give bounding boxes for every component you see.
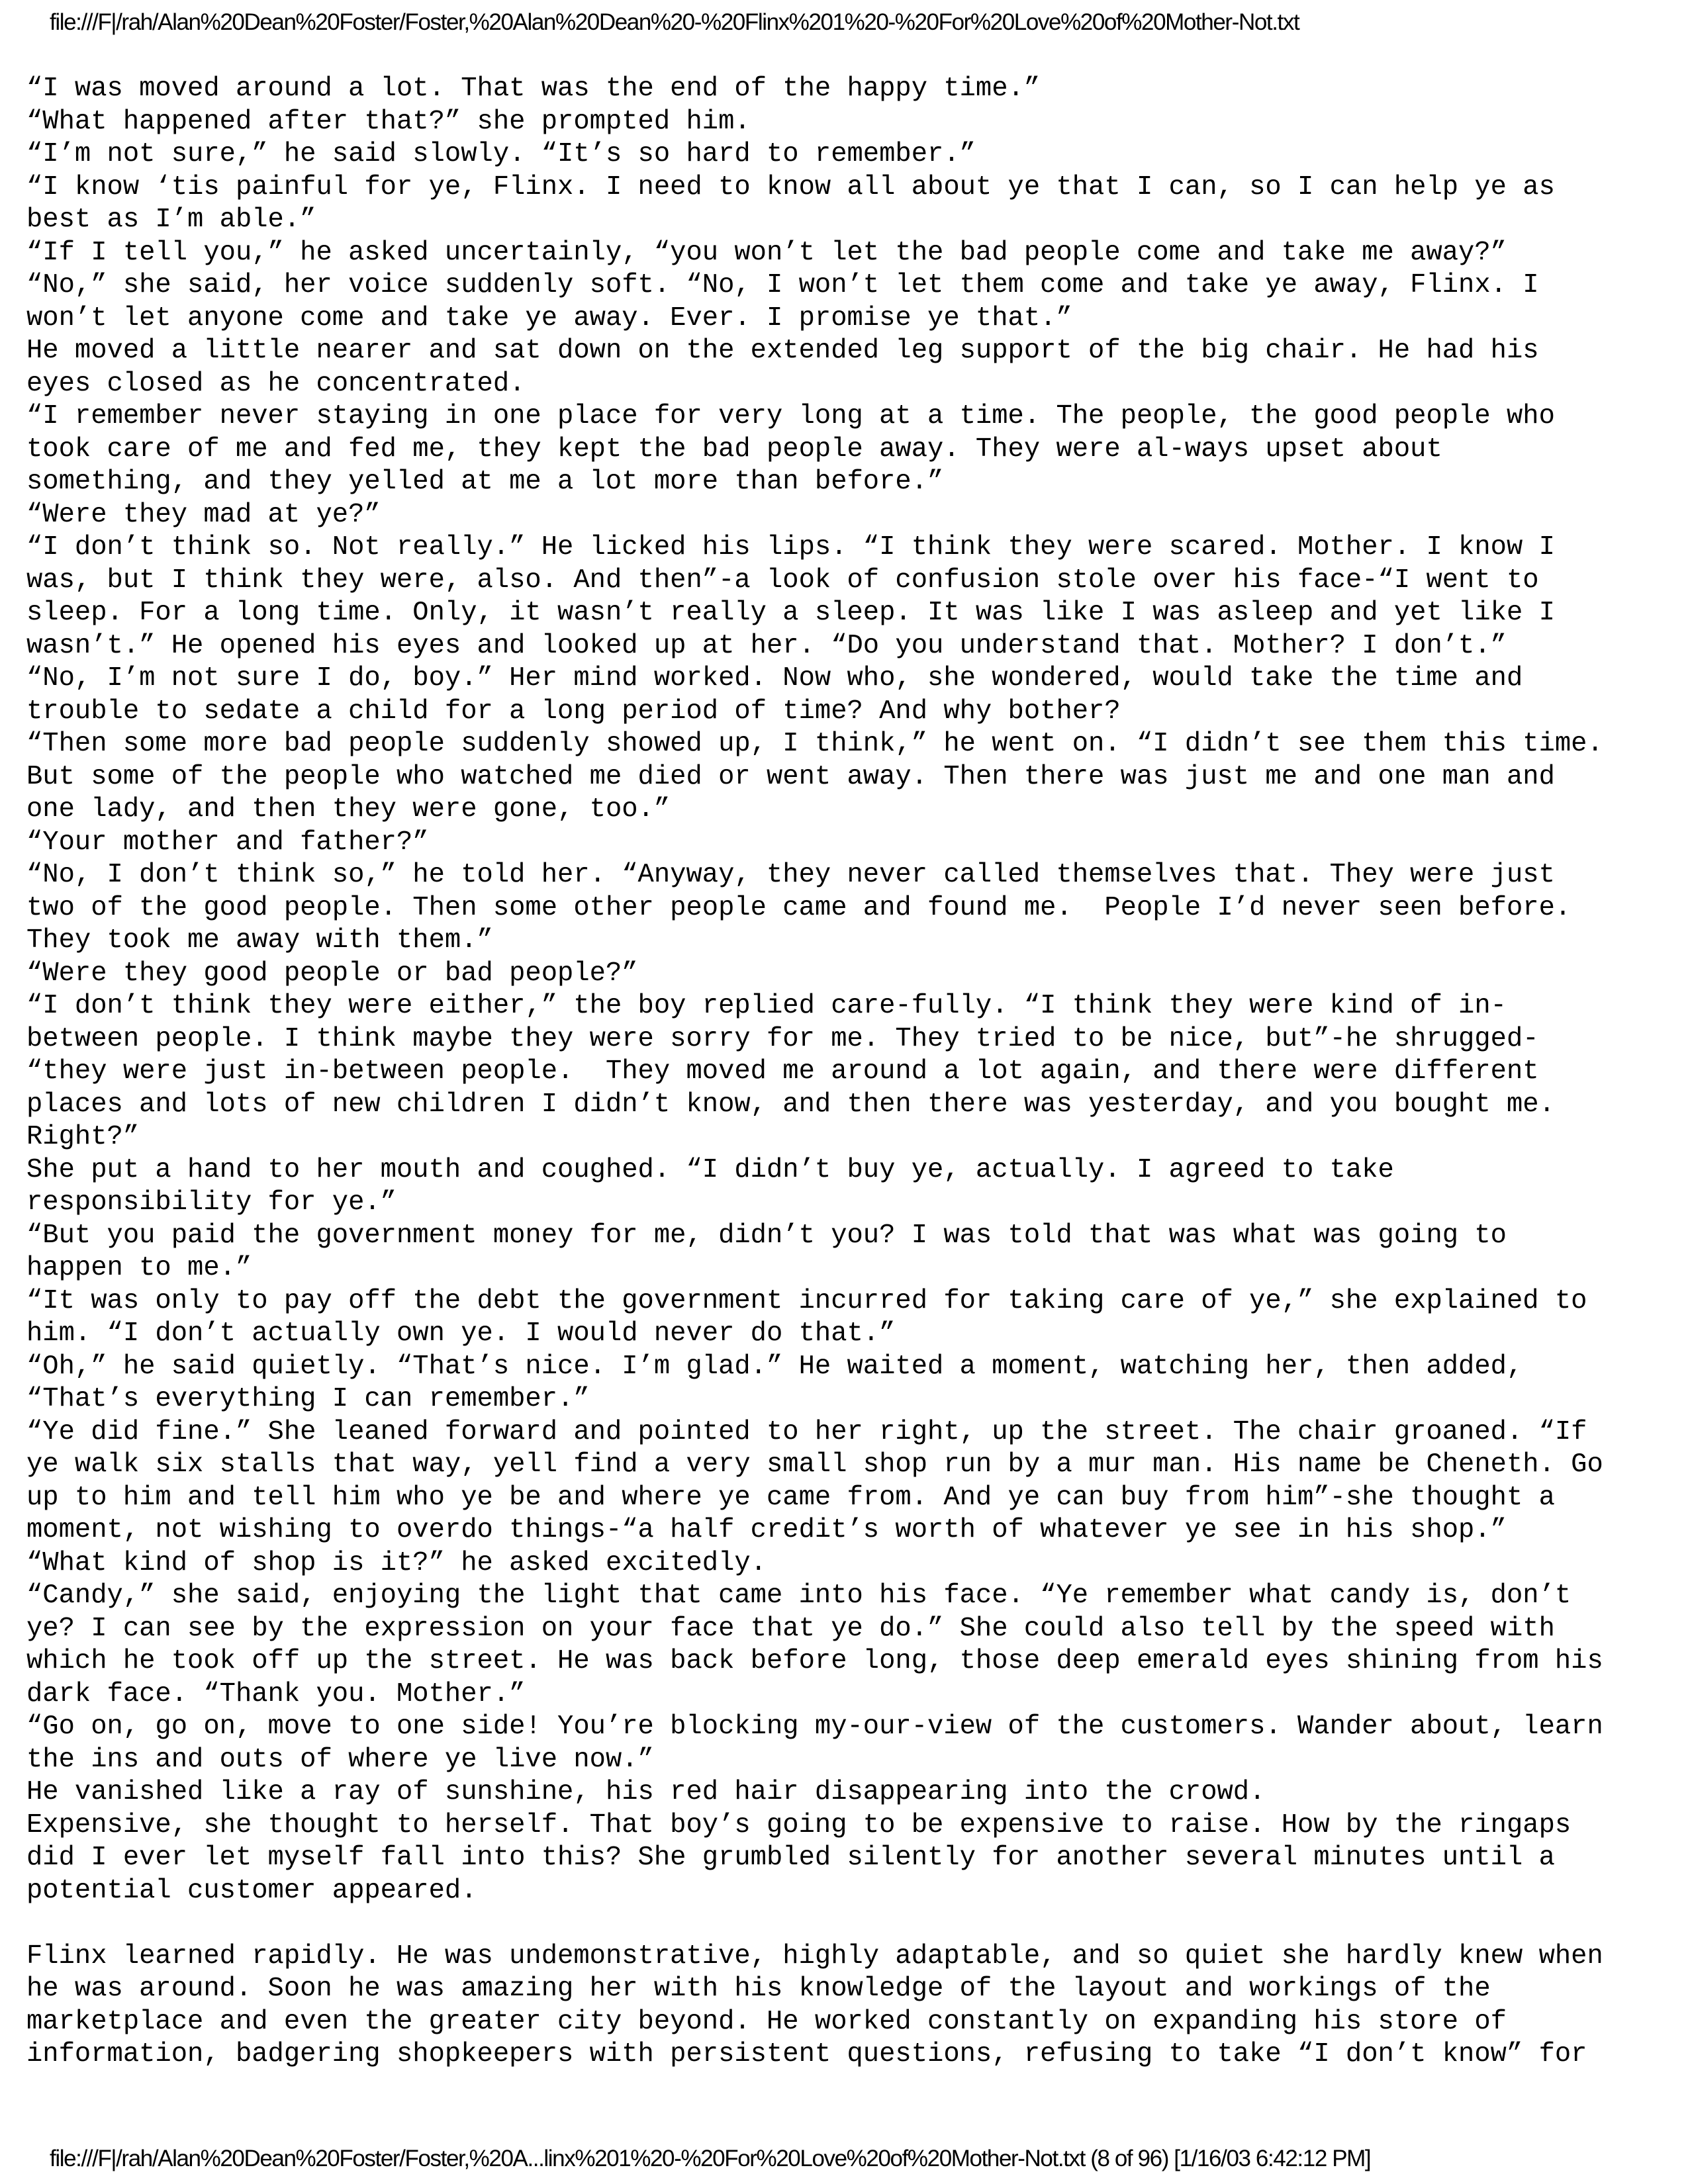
text-line: potential customer appeared. bbox=[26, 1875, 477, 1906]
text-line: dark face. “Thank you. Mother.” bbox=[26, 1678, 526, 1709]
text-line: “Were they good people or bad people?” bbox=[26, 958, 638, 989]
text-line: “Candy,” she said, enjoying the light that came into his face. “Ye remember what candy is, don’t bbox=[26, 1580, 1571, 1611]
text-line: the ins and outs of where ye live now.” bbox=[26, 1744, 654, 1775]
page-footer: file:///F|/rah/Alan%20Dean%20Foster/Foster,%20A...linx%201%20-%20For%20Love%20of%20Mother-Not.txt (8 of 96) [1/16/03 6:42:12 PM] bbox=[50, 2146, 1371, 2171]
text-line: “Oh,” he said quietly. “That’s nice. I’m glad.” He waited a moment, watching her, then added, bbox=[26, 1351, 1523, 1382]
text-line: information, badgering shopkeepers with persistent questions, refusing to take “I don’t know” for bbox=[26, 2039, 1587, 2070]
text-line: He moved a little nearer and sat down on the extended leg support of the big chair. He had his bbox=[26, 336, 1539, 366]
text-line: “I know ‘tis painful for ye, Flinx. I need to know all about ye that I can, so I can help ye as bbox=[26, 171, 1555, 203]
text-line: “I don’t think so. Not really.” He licked his lips. “I think they were scared. Mother. I know I bbox=[26, 532, 1555, 563]
text-line: “That’s everything I can remember.” bbox=[26, 1384, 590, 1414]
text-line: responsibility for ye.” bbox=[26, 1187, 397, 1218]
text-line: something, and they yelled at me a lot more than before.” bbox=[26, 467, 944, 497]
text-line: “Your mother and father?” bbox=[26, 827, 429, 858]
text-line: him. “I don’t actually own ye. I would never do that.” bbox=[26, 1318, 896, 1349]
text-line: did I ever let myself fall into this? She grumbled silently for another several minutes until a bbox=[26, 1843, 1555, 1873]
text-line: won’t let anyone come and take ye away. Ever. I promise ye that.” bbox=[26, 302, 1072, 334]
document-body bbox=[26, 73, 1668, 2071]
text-line: But some of the people who watched me died or went away. Then there was just me and one man and bbox=[26, 761, 1555, 792]
text-line: “Ye did fine.” She leaned forward and pointed to her right, up the street. The chair groaned. “If bbox=[26, 1416, 1587, 1447]
text-line: “Go on, go on, move to one side! You’re blocking my-our-view of the customers. Wander about, learn bbox=[26, 1711, 1603, 1742]
text-line: marketplace and even the greater city beyond. He worked constantly on expanding his store of bbox=[26, 2006, 1507, 2037]
text-line: “Were they mad at ye?” bbox=[26, 499, 381, 530]
text-line: “I was moved around a lot. That was the end of the happy time.” bbox=[26, 73, 1041, 104]
paragraph-break bbox=[26, 1907, 1668, 1940]
text-line: “I remember never staying in one place for very long at a time. The people, the good people who bbox=[26, 401, 1555, 432]
text-line: two of the good people. Then some other people came and found me. People I’d never seen before. bbox=[26, 892, 1571, 923]
text-line: trouble to sedate a child for a long period of time? And why bother? bbox=[26, 696, 1121, 727]
text-line: happen to me.” bbox=[26, 1253, 252, 1283]
text-line: “I’m not sure,” he said slowly. “It’s so hard to remember.” bbox=[26, 139, 976, 169]
text-line: best as I’m able.” bbox=[26, 205, 316, 235]
text-line: He vanished like a ray of sunshine, his red hair disappearing into the crowd. bbox=[26, 1777, 1266, 1807]
text-line: “What happened after that?” she prompted him. bbox=[26, 106, 751, 137]
text-line: which he took off up the street. He was back before long, those deep emerald eyes shining from his bbox=[26, 1646, 1603, 1676]
text-line: They took me away with them.” bbox=[26, 925, 493, 956]
text-line: Flinx learned rapidly. He was undemonstrative, highly adaptable, and so quiet she hardly knew when bbox=[26, 1940, 1603, 1972]
text-line: “No,” she said, her voice suddenly soft. “No, I won’t let them come and take ye away, Flinx. I bbox=[26, 270, 1539, 300]
text-line: between people. I think maybe they were sorry for me. They tried to be nice, but”-he shrugged- bbox=[26, 1023, 1539, 1054]
text-line: was, but I think they were, also. And then”-a look of confusion stole over his face-“I went to bbox=[26, 565, 1539, 596]
text-line: “No, I’m not sure I do, boy.” Her mind worked. Now who, she wondered, would take the time and bbox=[26, 663, 1523, 694]
text-line: he was around. Soon he was amazing her with his knowledge of the layout and workings of the bbox=[26, 1974, 1491, 2004]
text-line: ye? I can see by the expression on your face that ye do.” She could also tell by the speed with bbox=[26, 1613, 1555, 1644]
text-line: “Then some more bad people suddenly showed up, I think,” he went on. “I didn’t see them this time. bbox=[26, 729, 1603, 759]
text-line: sleep. For a long time. Only, it wasn’t really a sleep. It was like I was asleep and yet like I bbox=[26, 598, 1555, 628]
text-line: “It was only to pay off the debt the government incurred for taking care of ye,” she explained to bbox=[26, 1285, 1587, 1316]
text-line: ye walk six stalls that way, yell find a very small shop run by a mur man. His name be Cheneth. Go bbox=[26, 1449, 1603, 1480]
text-line: “What kind of shop is it?” he asked excitedly. bbox=[26, 1547, 767, 1578]
text-line: “But you paid the government money for me, didn’t you? I was told that was what was going to bbox=[26, 1220, 1507, 1251]
text-line: “No, I don’t think so,” he told her. “Anyway, they never called themselves that. They were just bbox=[26, 860, 1555, 890]
page-header-path: file:///F|/rah/Alan%20Dean%20Foster/Foster,%20Alan%20Dean%20-%20Flinx%201%20-%20For%20Love%20of%20Mother-Not.txt bbox=[50, 9, 1299, 35]
text-line: “they were just in-between people. They moved me around a lot again, and there were different bbox=[26, 1056, 1539, 1087]
text-line: Expensive, she thought to herself. That boy’s going to be expensive to raise. How by the ringaps bbox=[26, 1809, 1571, 1841]
text-line: took care of me and fed me, they kept the bad people away. They were al-ways upset about bbox=[26, 433, 1442, 465]
text-line: eyes closed as he concentrated. bbox=[26, 368, 526, 399]
text-line: “I don’t think they were either,” the boy replied care-fully. “I think they were kind of in- bbox=[26, 991, 1507, 1021]
text-line: wasn’t.” He opened his eyes and looked up at her. “Do you understand that. Mother? I don’t.” bbox=[26, 630, 1507, 661]
text-line: “If I tell you,” he asked uncertainly, “you won’t let the bad people come and take me away?” bbox=[26, 237, 1507, 268]
text-line: one lady, and then they were gone, too.” bbox=[26, 794, 671, 825]
text-line: up to him and tell him who ye be and where ye came from. And ye can buy from him”-she thought a bbox=[26, 1482, 1555, 1513]
text-line: She put a hand to her mouth and coughed. “I didn’t buy ye, actually. I agreed to take bbox=[26, 1154, 1394, 1185]
text-line: moment, not wishing to overdo things-“a half credit’s worth of whatever ye see in his shop.” bbox=[26, 1515, 1507, 1545]
text-line: Right?” bbox=[26, 1122, 140, 1152]
text-line: places and lots of new children I didn’t know, and then there was yesterday, and you bought me. bbox=[26, 1089, 1555, 1120]
